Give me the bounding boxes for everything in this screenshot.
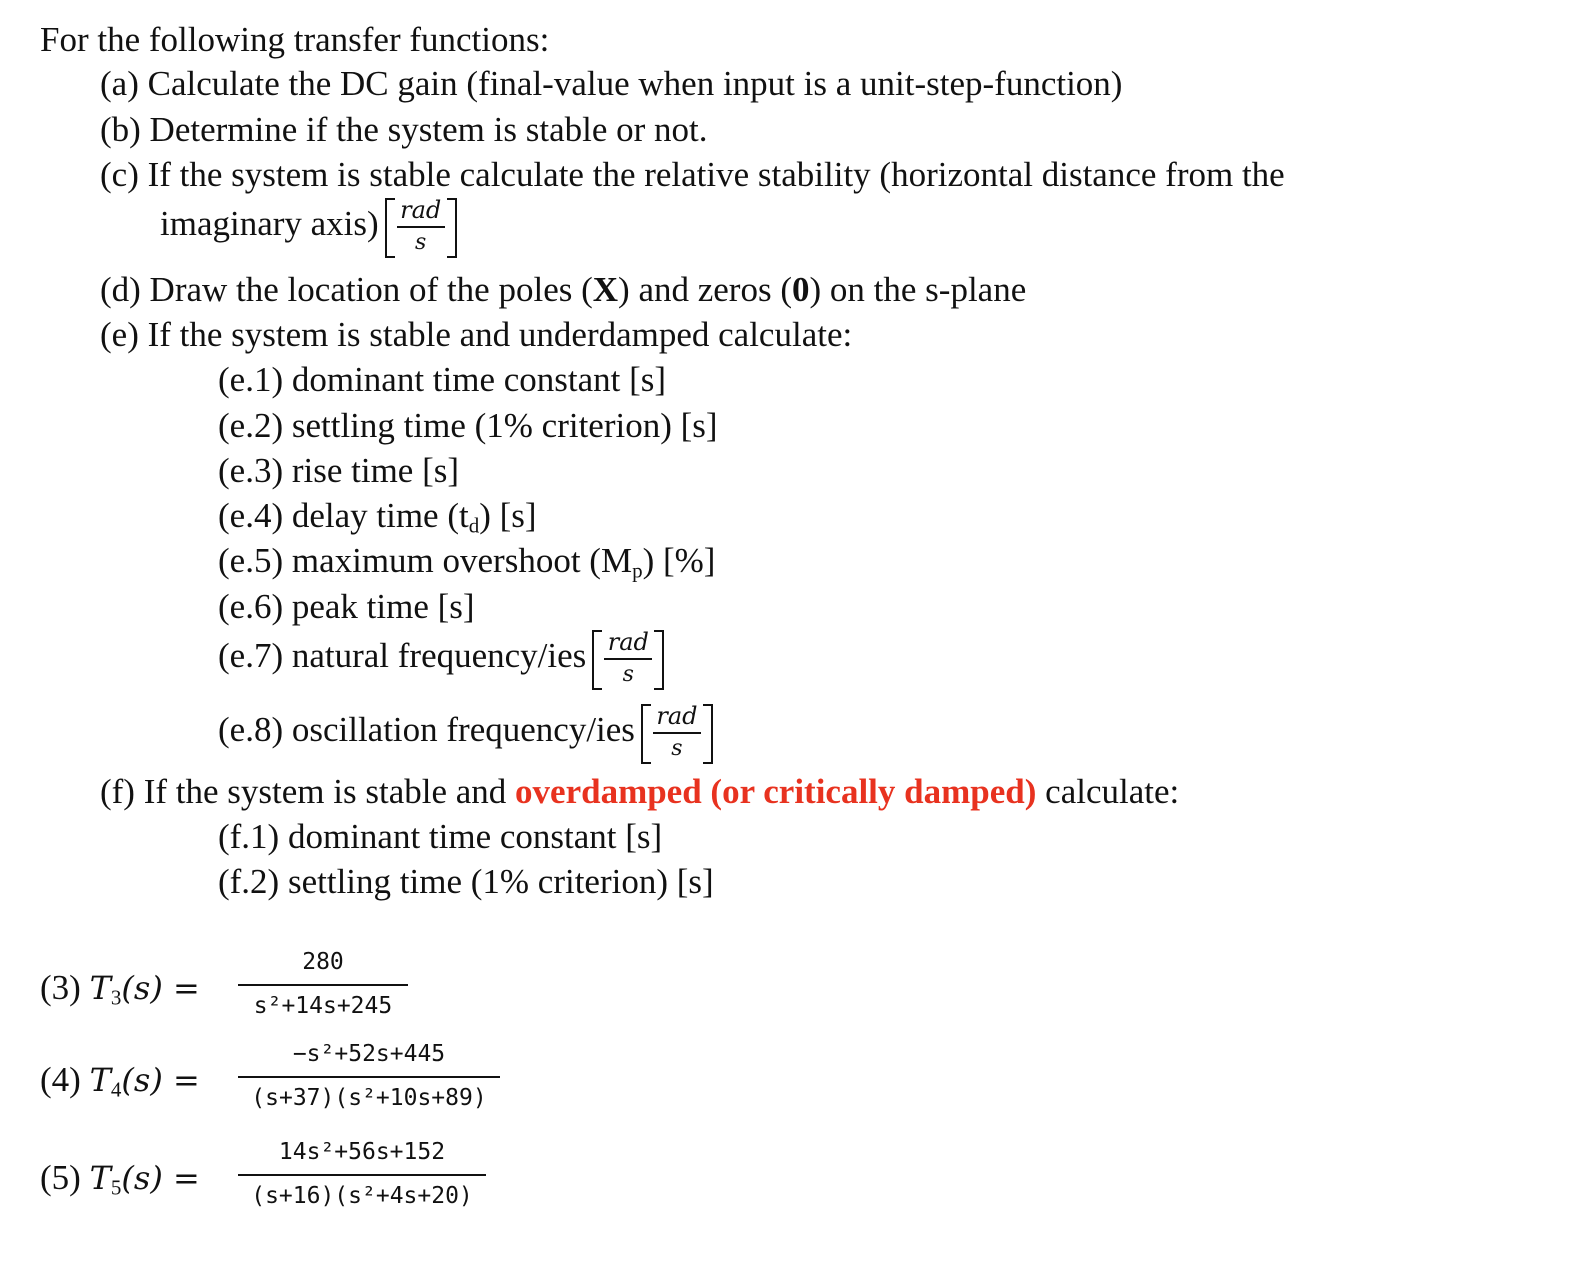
item-b: (b) Determine if the system is stable or not. (100, 110, 708, 149)
tf-4-name: T (89, 1061, 111, 1099)
item-c-line2 (160, 196, 457, 266)
tf-4-denominator: (s+37)(s²+10s+89) (251, 1085, 487, 1111)
item-d-mid: ) and zeros ( (618, 270, 792, 309)
item-e3: (e.3) rise time [s] (218, 451, 460, 490)
tf-4-numerator: −s²+52s+445 (292, 1041, 446, 1067)
item-a: (a) Calculate the DC gain (final-value when input is a unit-step-function) (100, 64, 1123, 103)
tf-3-denominator: s²+14s+245 (253, 993, 393, 1019)
tf-4-label: (4) (40, 1060, 81, 1099)
item-e8-text: (e.8) oscillation frequency/ies (218, 710, 635, 750)
tf-5-lhs (40, 1158, 200, 1198)
tf-4-fraction (238, 1040, 500, 1112)
item-d (100, 270, 1026, 310)
tf-5-fraction (238, 1138, 486, 1210)
tf-4-arg: (s) = (121, 1061, 200, 1099)
tf-4-sub: 4 (110, 1077, 122, 1102)
tf-3-sub: 3 (110, 985, 122, 1010)
item-e5-pre: (e.5) maximum overshoot (M (218, 541, 633, 580)
tf-5-name: T (89, 1159, 111, 1197)
tf-3-fraction (238, 948, 408, 1020)
item-e5-post: ) [%] (642, 541, 716, 580)
zero-symbol: 0 (792, 270, 810, 309)
tf-3-name: T (89, 969, 111, 1007)
item-e4-sub: d (468, 513, 480, 538)
tf-4-lhs (40, 1060, 200, 1100)
item-e5 (218, 541, 715, 581)
item-e8 (218, 702, 713, 772)
unit-numerator: rad (656, 702, 698, 730)
item-e7 (218, 628, 664, 698)
item-c-text: imaginary axis) (160, 204, 379, 244)
item-d-pre: (d) Draw the location of the poles ( (100, 270, 593, 309)
item-f-pre: (f) If the system is stable and (100, 772, 516, 811)
unit-denominator: s (415, 230, 427, 255)
unit-denominator: s (671, 736, 683, 761)
item-d-post: ) on the s-plane (809, 270, 1027, 309)
tf-3-arg: (s) = (121, 969, 200, 1007)
item-f-post: calculate: (1036, 772, 1180, 811)
rad-per-s-unit (385, 196, 457, 258)
item-e4 (218, 496, 537, 536)
unit-numerator: rad (607, 628, 649, 656)
item-e4-post: ) [s] (479, 496, 537, 535)
item-c-line1: (c) If the system is stable calculate the relative stability (horizontal distance from the (100, 155, 1285, 194)
tf-3-label: (3) (40, 968, 81, 1007)
tf-5-label: (5) (40, 1158, 81, 1197)
item-e7-text: (e.7) natural frequency/ies (218, 636, 587, 676)
item-e: (e) If the system is stable and underdamped calculate: (100, 315, 853, 354)
tf-5-numerator: 14s²+56s+152 (278, 1139, 446, 1165)
tf-5-denominator: (s+16)(s²+4s+20) (251, 1183, 473, 1209)
intro-text: For the following transfer functions: (40, 20, 550, 59)
item-f (100, 772, 1179, 812)
rad-per-s-unit (592, 628, 664, 690)
item-f-highlight: overdamped (or critically damped) (515, 772, 1037, 811)
item-e5-sub: p (632, 558, 643, 583)
tf-3-numerator: 280 (302, 949, 344, 975)
item-f2: (f.2) settling time (1% criterion) [s] (218, 862, 714, 901)
item-f1: (f.1) dominant time constant [s] (218, 817, 663, 856)
tf-5-sub: 5 (110, 1175, 122, 1200)
rad-per-s-unit (641, 702, 713, 764)
item-e1: (e.1) dominant time constant [s] (218, 360, 667, 399)
item-e2: (e.2) settling time (1% criterion) [s] (218, 406, 718, 445)
unit-numerator: rad (400, 196, 442, 224)
tf-5-arg: (s) = (121, 1159, 200, 1197)
item-e4-pre: (e.4) delay time (t (218, 496, 469, 535)
unit-denominator: s (622, 662, 634, 687)
pole-symbol: X (592, 270, 619, 309)
item-e6: (e.6) peak time [s] (218, 587, 475, 626)
tf-3-lhs (40, 968, 200, 1008)
